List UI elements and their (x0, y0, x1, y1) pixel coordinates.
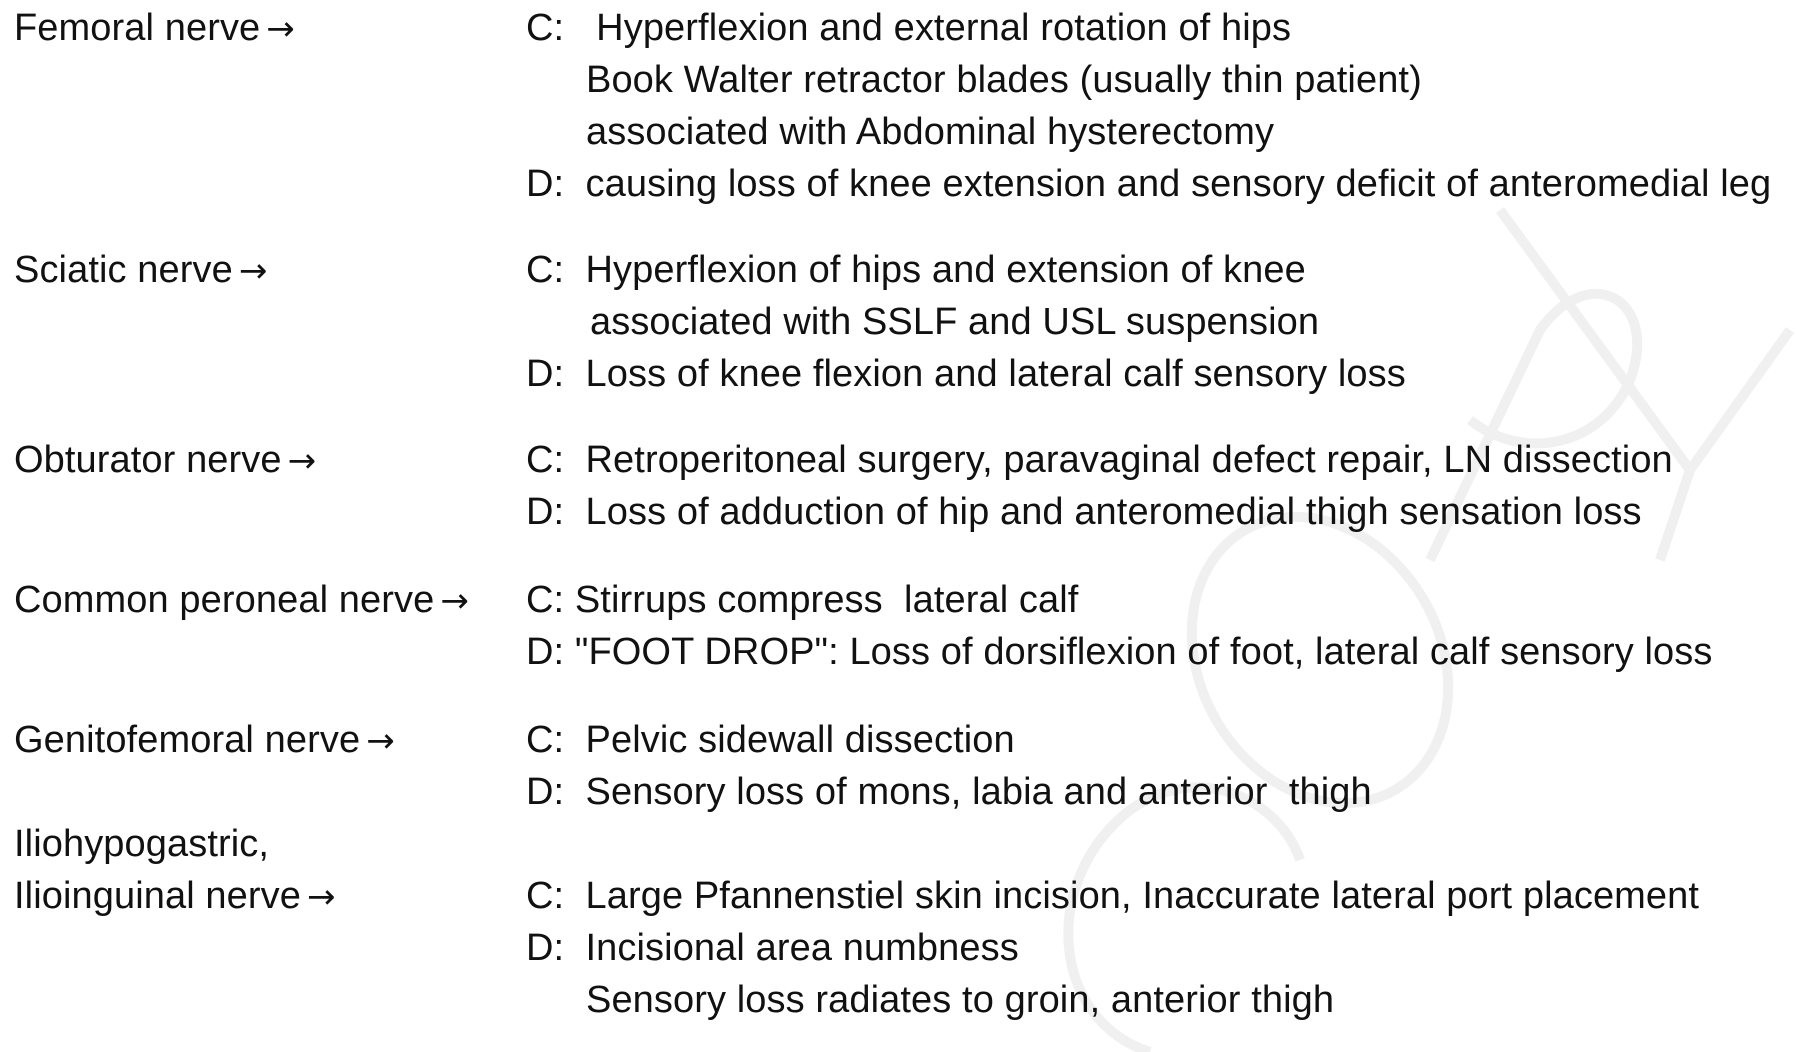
sciatic-cause-line: associated with SSLF and USL suspension (590, 301, 1320, 343)
right-arrow-icon: → (440, 581, 469, 621)
obturator-cause-line: C: Retroperitoneal surgery, paravaginal defect repair, LN dissection (526, 439, 1673, 481)
genitofemoral-cause-line: C: Pelvic sidewall dissection (526, 719, 1015, 761)
genitofemoral-deficit-line: D: Sensory loss of mons, labia and anterior thigh (526, 771, 1372, 813)
nerve-label-genitofemoral: Genitofemoral nerve → (14, 719, 395, 761)
common-peroneal-cause-line: C: Stirrups compress lateral calf (526, 579, 1079, 621)
nerve-label-iliohypogastric: Iliohypogastric, (14, 823, 270, 865)
nerve-label-femoral: Femoral nerve → (14, 7, 295, 49)
nerve-label-obturator: Obturator nerve → (14, 439, 317, 481)
right-arrow-icon: → (266, 9, 295, 49)
ilioinguinal-deficit-line: D: Incisional area numbness (526, 927, 1019, 969)
right-arrow-icon: → (307, 877, 336, 917)
obturator-deficit-line: D: Loss of adduction of hip and anteromedial thigh sensation loss (526, 491, 1642, 533)
femoral-cause-line: associated with Abdominal hysterectomy (586, 111, 1275, 153)
nerve-label-ilioinguinal: Ilioinguinal nerve → (14, 875, 336, 917)
sciatic-cause-line: C: Hyperflexion of hips and extension of knee (526, 249, 1306, 291)
femoral-cause-line: C: Hyperflexion and external rotation of hips (526, 7, 1292, 49)
femoral-cause-line: Book Walter retractor blades (usually thin patient) (586, 59, 1422, 101)
right-arrow-icon: → (366, 721, 395, 761)
nerve-label-common-peroneal: Common peroneal nerve → (14, 579, 469, 621)
sciatic-deficit-line: D: Loss of knee flexion and lateral calf sensory loss (526, 353, 1406, 395)
common-peroneal-deficit-line: D: "FOOT DROP": Loss of dorsiflexion of foot, lateral calf sensory loss (526, 631, 1713, 673)
right-arrow-icon: → (238, 251, 268, 291)
right-arrow-icon: → (287, 441, 317, 481)
femoral-deficit-line: D: causing loss of knee extension and sensory deficit of anteromedial leg (526, 163, 1772, 205)
ilioinguinal-deficit-line: Sensory loss radiates to groin, anterior thigh (586, 979, 1335, 1021)
nerve-label-sciatic: Sciatic nerve → (14, 249, 268, 291)
ilioinguinal-cause-line: C: Large Pfannenstiel skin incision, Inaccurate lateral port placement (526, 875, 1700, 917)
